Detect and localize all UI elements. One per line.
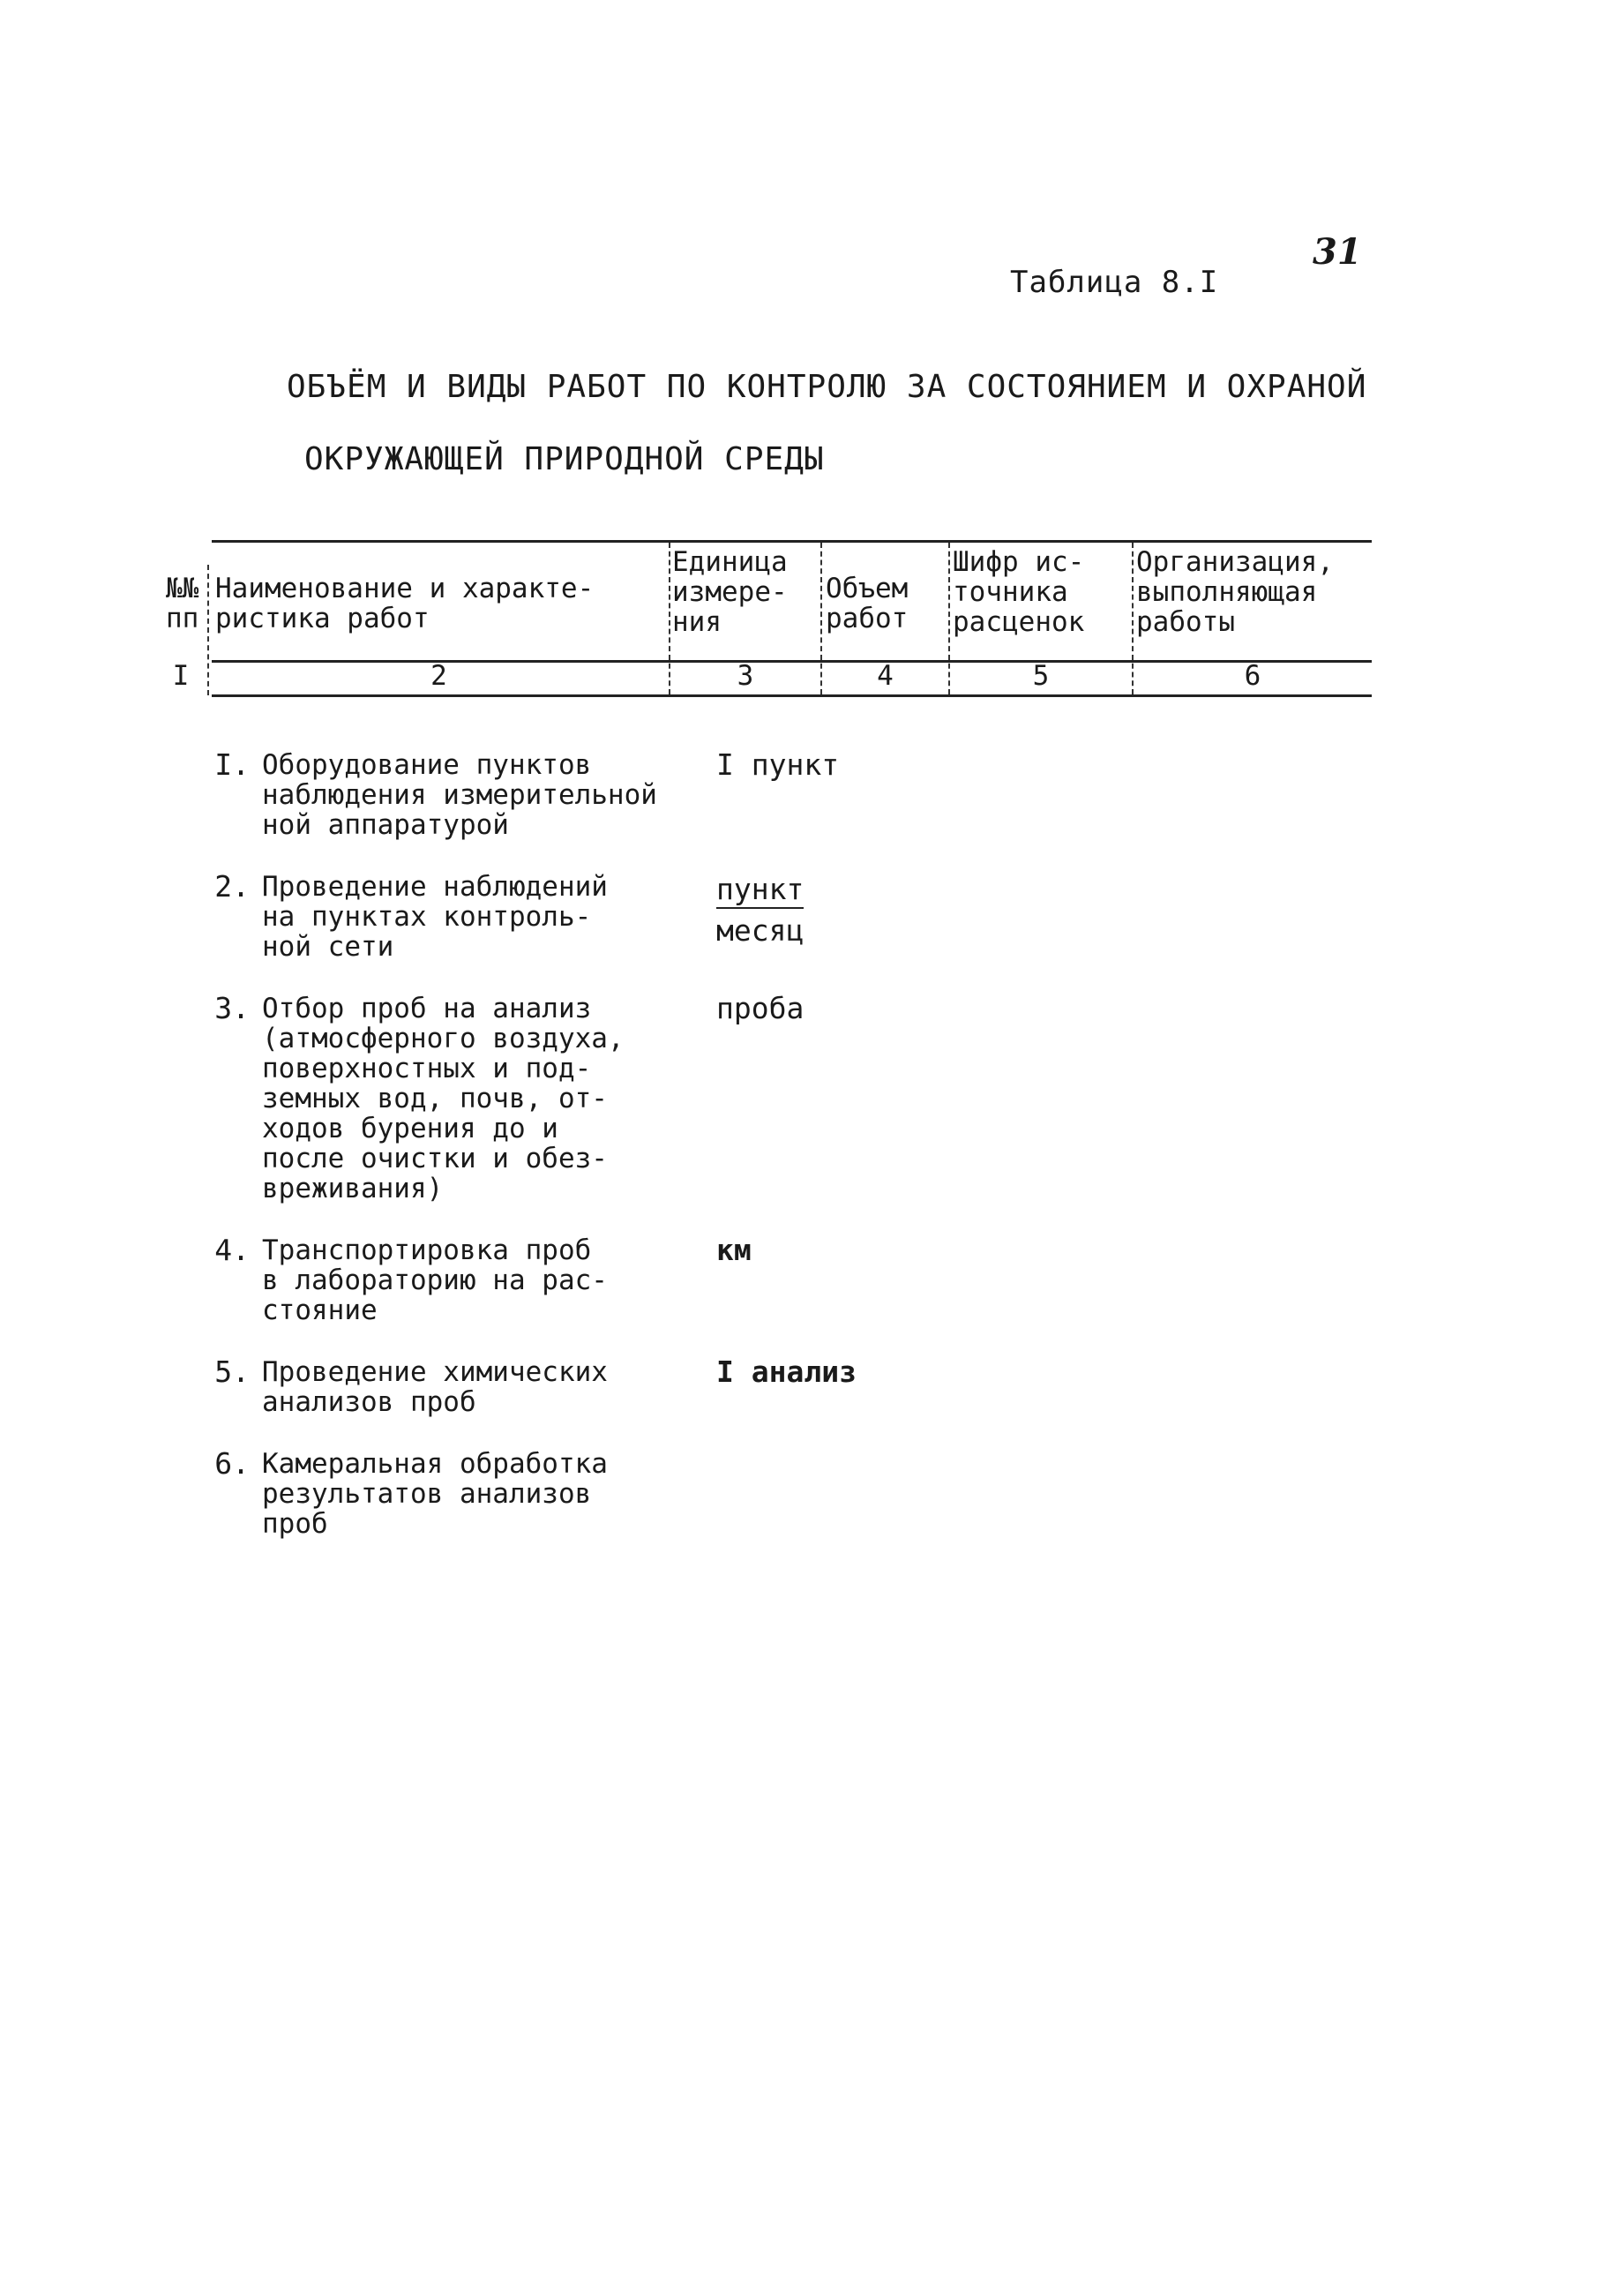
row-name: Отбор проб на анализ (атмосферного воздуха, поверхностных и под- земных вод, почв, от- ходов бурения до и после очистки и обез- вреживания) (262, 993, 625, 1204)
header-volume: Объем работ (826, 573, 909, 634)
row-name: Камеральная обработка результатов анализов проб (262, 1448, 608, 1540)
header-name: №№ Наименование и характе- пп ристика работ (166, 573, 595, 634)
header-organization: Организация, выполняющая работы (1136, 546, 1334, 638)
row-unit: I пункт (716, 747, 840, 782)
table-row (190, 747, 1248, 841)
unit-denominator: месяц (716, 913, 804, 948)
column-number: I (172, 660, 190, 692)
row-number: 3. (214, 991, 250, 1025)
row-unit: км (716, 1233, 752, 1267)
row-name: Проведение наблюдений на пунктах контроль- ной сети (262, 871, 608, 963)
table-row (190, 1354, 1248, 1418)
header-source-code: Шифр ис- точника расценок (953, 546, 1085, 638)
row-unit (694, 872, 804, 962)
column-number: 3 (737, 660, 754, 692)
table-label: Таблица 8.I (1010, 265, 1219, 300)
document-title (287, 351, 1433, 496)
row-number: 4. (214, 1233, 250, 1267)
header-unit: Единица измере- ния (672, 546, 788, 638)
table-row (190, 1446, 1248, 1540)
row-number: 6. (214, 1446, 250, 1481)
column-number: 5 (1032, 660, 1050, 692)
title-line-1: ОБЪЁМ И ВИДЫ РАБОТ ПО КОНТРОЛЮ ЗА СОСТОЯНИЕМ И ОХРАНОЙ (287, 369, 1367, 405)
unit-numerator: пункт (716, 872, 804, 909)
table-row (190, 1235, 1248, 1325)
table-row (190, 991, 1248, 1204)
row-number: 5. (214, 1354, 250, 1389)
row-unit (694, 1449, 716, 1539)
column-number: 6 (1244, 660, 1261, 692)
title-line-2: ОКРУЖАЮЩЕЙ ПРИРОДНОЙ СРЕДЫ (304, 441, 825, 477)
row-name: Оборудование пунктов наблюдения измерительной ной аппаратурой (262, 749, 657, 841)
unit-fraction (716, 872, 804, 953)
table-top-rule (212, 540, 1372, 543)
row-unit: проба (716, 991, 804, 1025)
column-number: 2 (430, 660, 447, 692)
row-unit: I анализ (716, 1354, 857, 1389)
table-row (190, 869, 1248, 963)
row-name: Транспортировка проб в лабораторию на рас- стояние (262, 1234, 608, 1326)
row-number: I. (214, 747, 250, 782)
row-number: 2. (214, 869, 250, 904)
row-name: Проведение химических анализов проб (262, 1356, 608, 1418)
table-numbers-rule (212, 694, 1372, 697)
table-body (190, 747, 1248, 1571)
column-number: 4 (877, 660, 894, 692)
page-number: 31 (1313, 231, 1362, 273)
